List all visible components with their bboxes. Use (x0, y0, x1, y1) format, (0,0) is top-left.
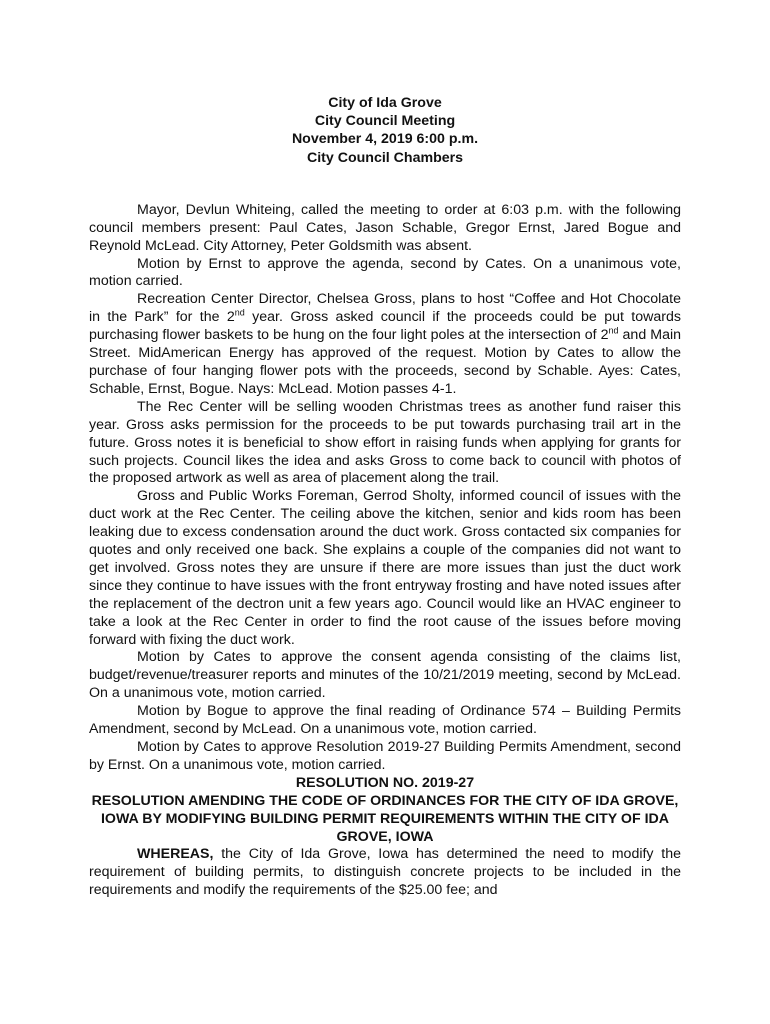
superscript: nd (234, 307, 245, 318)
paragraph-duct-work: Gross and Public Works Foreman, Gerrod Sholty, informed council of issues with the duct work at the Rec Center. The ceiling above the kitchen, senior and kids room has been leaking due to excess condensation around the duct work. Gross contacted six companies for quotes and only received one back. She explains a couple of the companies did not want to get involved. Gross notes they are unsure if there are more issues than just the duct work since they continue to have issues with the front entryway frosting and have noted issues after the replacement of the dectron unit a few years ago. Council would like an HVAC engineer to take a look at the Rec Center in order to find the root cause of the issues before moving forward with fixing the duct work. (89, 488, 681, 648)
paragraph-coffee-event (89, 291, 681, 398)
paragraph-christmas-trees: The Rec Center will be selling wooden Christmas trees as another fund raiser this year. Gross asks permission for the proceeds to be put towards purchasing trail art in the future. Gross notes it is beneficial to show effort in raising funds when applying for grants for such projects. Council likes the idea and asks Gross to come back to council with photos of the proposed artwork as well as area of placement along the trail. (89, 398, 681, 487)
meeting-date: November 4, 2019 6:00 p.m. (291, 131, 479, 148)
superscript: nd (608, 325, 619, 336)
text-segment: year. Gross asked council if the proceeds could be put towards purchasing flower baskets to be hung on the four light poles at the intersection of 2 (89, 309, 681, 344)
text-segment: Recreation Center Director, Chelsea Gross, plans to host “Coffee and Hot Chocolate in the Park” for the 2 (89, 291, 681, 326)
paragraph-consent-agenda: Motion by Cates to approve the consent agenda consisting of the claims list, budget/revenue/treasurer reports and minutes of the 10/21/2019 meeting, second by McLead. On a unanimous vote, motion carried. (89, 649, 681, 702)
paragraph-whereas (89, 846, 681, 900)
resolution-title: RESOLUTION AMENDING THE CODE OF ORDINANCES FOR THE CITY OF IDA GROVE, IOWA BY MODIFYING BUILDING PERMIT REQUIREMENTS WITHIN THE CITY OF IDA GROVE, IOWA (91, 792, 679, 845)
whereas-text: the City of Ida Grove, Iowa has determined the need to modify the requirement of building permits, to distinguish concrete projects to be included in the requirements and modify the requirements of the $25.00 fee; and (89, 846, 681, 899)
meeting-header (89, 94, 681, 167)
paragraph-resolution-motion: Motion by Cates to approve Resolution 2019-27 Building Permits Amendment, second by Ernst. On a unanimous vote, motion carried. (89, 739, 681, 773)
paragraph-call-to-order: Mayor, Devlun Whiteing, called the meeting to order at 6:03 p.m. with the following council members present: Paul Cates, Jason Schable, Gregor Ernst, Jared Bogue and Reynold McLead. City Attorney, Peter Goldsmith was absent. (89, 201, 681, 254)
paragraph-ordinance-574: Motion by Bogue to approve the final reading of Ordinance 574 – Building Permits Amendment, second by McLead. On a unanimous vote, motion carried. (89, 703, 681, 738)
whereas-label: WHEREAS, (137, 846, 214, 863)
meeting-location: City Council Chambers (306, 149, 464, 166)
meeting-type: City Council Meeting (314, 113, 456, 130)
document-page (89, 94, 681, 900)
paragraph-agenda-motion: Motion by Ernst to approve the agenda, second by Cates. On a unanimous vote, motion carried. (89, 255, 681, 290)
resolution-number: RESOLUTION NO. 2019-27 (295, 774, 475, 791)
text-segment: and Main Street. MidAmerican Energy has approved of the request. Motion by Cates to allow the purchase of four hanging flower pots with the proceeds, second by Schable. Ayes: Cates, Schable, Ernst, Bogue. Nays: McLead. Motion passes 4-1. (89, 327, 681, 397)
city-name: City of Ida Grove (328, 95, 442, 111)
